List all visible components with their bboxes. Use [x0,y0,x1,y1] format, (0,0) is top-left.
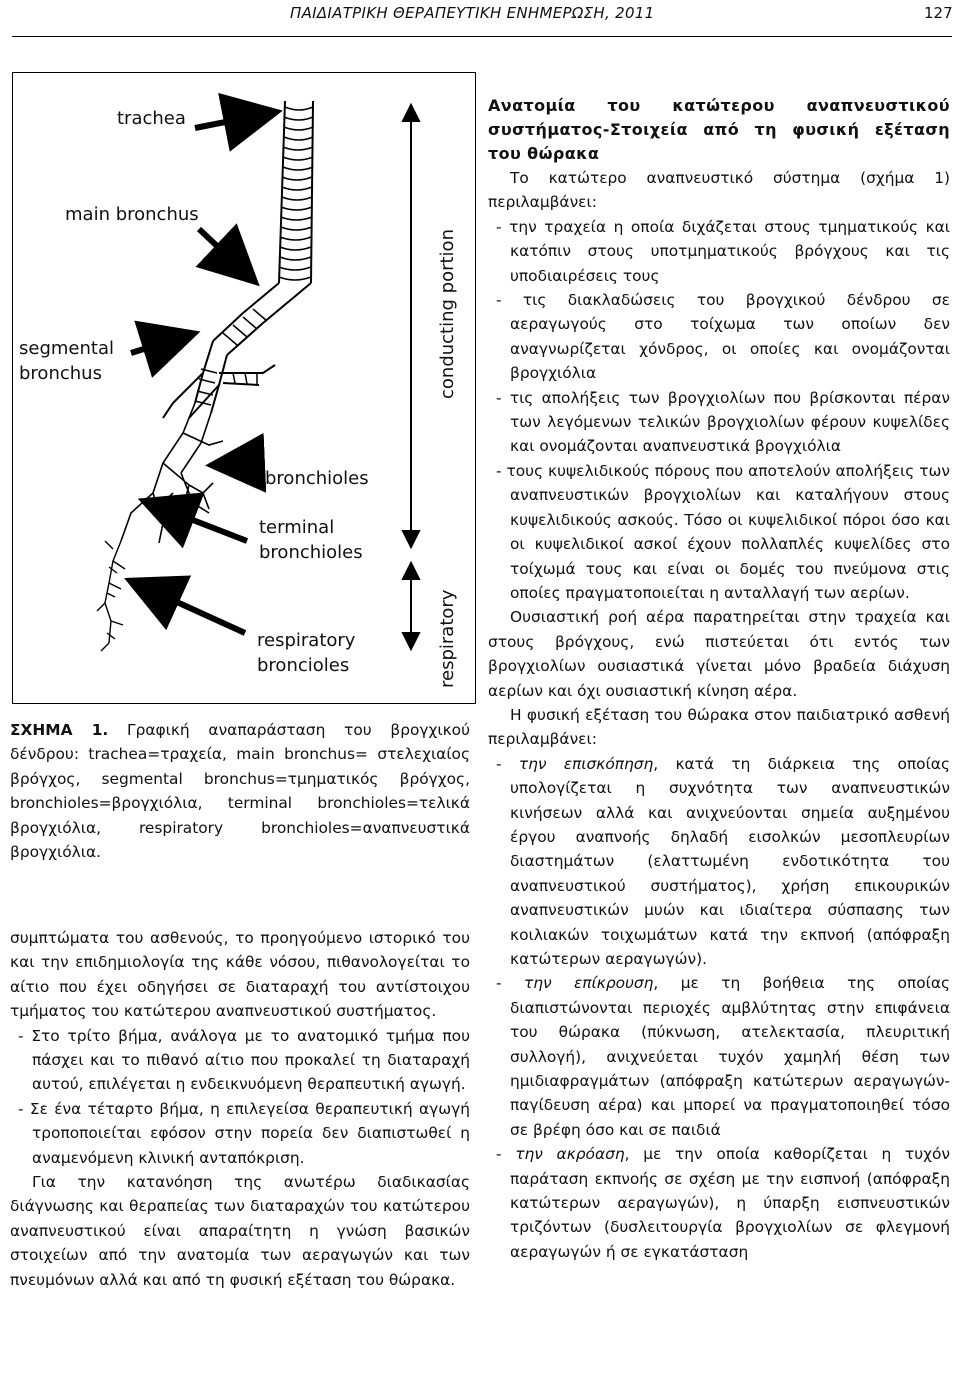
paragraph: Για την κατανόηση της ανωτέρω διαδικασίας διάγνωσης και θεραπείας των διαταραχών του κατώτερου αναπνευστικού είναι απαραίτητη η γνώση βασικών στοιχείων από την ανατομία των αεραγωγών και των πνευμόνων αλλά και από τη φυσική εξέταση του θώρακα. [10,1173,470,1289]
caption-text: Γραφική αναπαράσταση του βρογχικού δένδρου: trachea=τραχεία, main bronchus= στελεχιαίος βρόγχος, segmental bronchus=τμηματικός βρόγχος, bronchioles=βρογχιόλια, terminal bronchioles=τελικά βρογχιόλια, respiratory bronchioles=αναπνευστικά βρογχιόλια. [10,721,470,862]
journal-title: ΠΑΙΔΙΑΤΡΙΚΗ ΘΕΡΑΠΕΥΤΙΚΗ ΕΝΗΜΕΡΩΣΗ, 2011 [290,4,655,22]
list-item: - την επισκόπηση, κατά τη διάρκεια της οποίας υπολογίζεται η συχνότητα των αναπνευστικών κινήσεων αλλά και ανιχνεύονται σημεία αυξημένου έργου αναπνοής δηλαδή εισολκών μεσοπλευρίων διαστημάτων (ελαττωμένη ενδοτικότητα του αναπνευστικού συστήματος), χρήση επικουρικών αναπνευστικών μυών και ιδιαίτερα σύσπασης των κοιλιακών τοιχωμάτων κατά την εκπνοή (απόφραξη κατώτερων αεραγωγών). [496,754,950,968]
label-respiratory-line1: respiratory [257,630,356,651]
page-number: 127 [924,4,953,22]
paragraph: Το κατώτερο αναπνευστικό σύστημα (σχήμα 1) περιλαμβάνει: [488,169,950,212]
label-terminal-line1: terminal [259,517,335,538]
zone-range-arrows [403,105,419,649]
label-conducting-portion: conducting portion [437,229,458,399]
label-segmental-line1: segmental [19,338,114,359]
list-item: - την επίκρουση, με τη βοήθεια της οποίας διαπιστώνονται περιοχές αμβλύτητας στην επιφάνεια του θώρακα (πύκνωση, ατελεκτασία, πλευριτική συλλογή), ανιχνεύεται τυχόν χαμηλή θέση των ημιδιαφραγμάτων (απόφραξη κατώτερων αεραγωγών-παγίδευση αέρα) και μπορεί να πραγματοποιηθεί τόσο σε βρέφη όσο και σε παιδιά [496,974,950,1139]
list-item: - τους κυψελιδικούς πόρους που αποτελούν απολήξεις των αναπνευστικών βρογχιολίων και καταλήγουν στους κυψελιδικούς ασκούς. Τόσο οι κυψελιδικοί πόροι όσο και οι κυψελιδικοί ασκοί έχουν πολλαπλές κυψελίδες στο τοίχωμά τους και είναι οι δομές του πνεύμονα στις οποίες πραγματοποιείται η ανταλλαγή των αερίων. [496,461,950,602]
label-trachea: trachea [117,108,186,129]
exam-term: την επίκρουση [523,974,654,993]
paragraph: Ουσιαστική ροή αέρα παρατηρείται στην τραχεία και στους βρόγχους, ενώ πιστεύεται ότι εντός των βρογχιολίων ουσιαστικά γίνεται μόνο βραδεία διάχυση αερίων και όχι ουσιαστική κίνηση αέρα. [488,608,950,700]
list-item: - τις απολήξεις των βρογχιολίων που βρίσκονται πέραν των λεγόμενων τελικών βρογχιολίων φέρουν κυψελίδες και ονομάζονται αναπνευστικά βρογχιόλια [496,388,950,456]
bronchial-tree-figure [12,72,476,704]
label-main-bronchus: main bronchus [65,204,199,225]
list-item: - Στο τρίτο βήμα, ανάλογα με το ανατομικό τμήμα που πάσχει και το πιθανό αίτιο που προκαλεί τη διαταραχή αυτού, επιλέγεται η ενδεικνυόμενη θεραπευτική αγωγή. [18,1026,470,1094]
exam-text: , κατά τη διάρκεια της οποίας υπολογίζεται η συχνότητα των αναπνευστικών κινήσεων αλλά και ανιχνεύονται σημεία αυξημένου έργου αναπνοής δηλαδή εισολκών μεσοπλευρίων διαστημάτων (ελαττωμένη ενδοτικότητα του αναπνευστικού συστήματος), χρήση επικουρικών αναπνευστικών μυών και ιδιαίτερα σύσπασης των κοιλιακών τοιχωμάτων κατά την εκπνοή (απόφραξη κατώτερων αεραγωγών). [510,754,950,968]
exam-term: την ακρόαση [515,1145,625,1164]
respiratory-bronchioles-shape [97,541,125,651]
arrow-main-bronchus [199,229,251,278]
label-respiratory-line2: broncioles [257,655,350,676]
exam-text: , με τη βοήθεια της οποίας διαπιστώνονται περιοχές αμβλύτητας στην επιφάνεια του θώρακα (πύκνωση, ατελεκτασία, πλευριτική συλλογή), ανιχνεύεται τυχόν χαμηλή θέση των ημιδιαφραγμάτων (απόφραξη κατώτερων αεραγωγών-παγίδευση αέρα) και μπορεί να πραγματοποιηθεί τόσο σε βρέφη όσο και σε παιδιά [510,974,950,1139]
figure-caption [10,718,470,864]
bronchioles-shape [121,403,223,543]
exam-term: την επισκόπηση [518,754,654,773]
section-title: Ανατομία του κατώτερου αναπνευστικού συστήματος-Στοιχεία από τη φυσική εξέταση του θώρακα [488,96,950,163]
list-item: - Σε ένα τέταρτο βήμα, η επιλεγείσα θεραπευτική αγωγή τροποποιείται εφόσον στην πορεία δεν διαπιστωθεί η αναμενόμενη κλινική ανταπόκριση. [18,1099,470,1167]
label-respiratory-zone: respiratory [437,589,458,688]
left-column [10,926,470,1292]
list-item: - τις διακλαδώσεις του βρογχικού δένδρου σε αεραγωγούς στο τοίχωμα των οποίων δεν αναγνωρίζεται χόνδρος, οι οποίες και ονομάζονται βρογχιόλια [496,291,950,383]
paragraph: Η φυσική εξέταση του θώρακα στον παιδιατρικό ασθενή περιλαμβάνει: [488,705,950,749]
list-item: - την ακρόαση, με την οποία καθορίζεται η τυχόν παράταση εκπνοής σε σχέση με την εισπνοή (απόφραξη κατώτερων αεραγωγών), η ύπαρξη εισπνευστικών τριζόντων (δυσλειτουργία βρογχιολίων σε φλεγμονή αεραγωγών ή σε εγκατάσταση [496,1145,950,1261]
trachea-shape [279,101,313,283]
segmental-bronchus-shape [163,341,275,418]
arrow-bronchioles [217,463,263,465]
header-rule [12,36,952,37]
arrow-terminal-bronchioles [149,503,247,541]
exam-text: , με την οποία καθορίζεται η τυχόν παράταση εκπνοής σε σχέση με την εισπνοή (απόφραξη κατώτερων αεραγωγών), η ύπαρξη εισπνευστικών τριζόντων (δυσλειτουργία βρογχιολίων σε φλεγμονή αεραγωγών ή σε εγκατάσταση [510,1145,950,1261]
bronchial-tree-drawing [13,73,475,703]
paragraph: συμπτώματα του ασθενούς, το προηγούμενο ιστορικό του και την επιδημιολογία της κάθε νόσου, πιθανολογείται το αίτιο που έχει οδηγήσει σε διαταραχή του αντίστοιχου τμήματος του κατώτερου αναπνευστικού συστήματος. [10,929,470,1021]
arrow-segmental-bronchus [131,335,189,353]
list-item: - την τραχεία η οποία διχάζεται στους τμηματικούς και κατόπιν στους υποτμηματικούς βρόγχους και τις υποδιαιρέσεις τους [496,217,950,285]
right-column [488,94,950,1264]
label-terminal-line2: bronchioles [259,542,363,563]
arrow-respiratory-bronchioles [135,583,245,633]
label-segmental-line2: bronchus [19,363,102,384]
label-bronchioles: bronchioles [265,468,369,489]
caption-label: ΣΧΗΜΑ 1. [10,721,109,739]
page-header [0,0,960,40]
arrow-trachea [195,113,271,128]
main-bronchus-shape [213,283,311,355]
